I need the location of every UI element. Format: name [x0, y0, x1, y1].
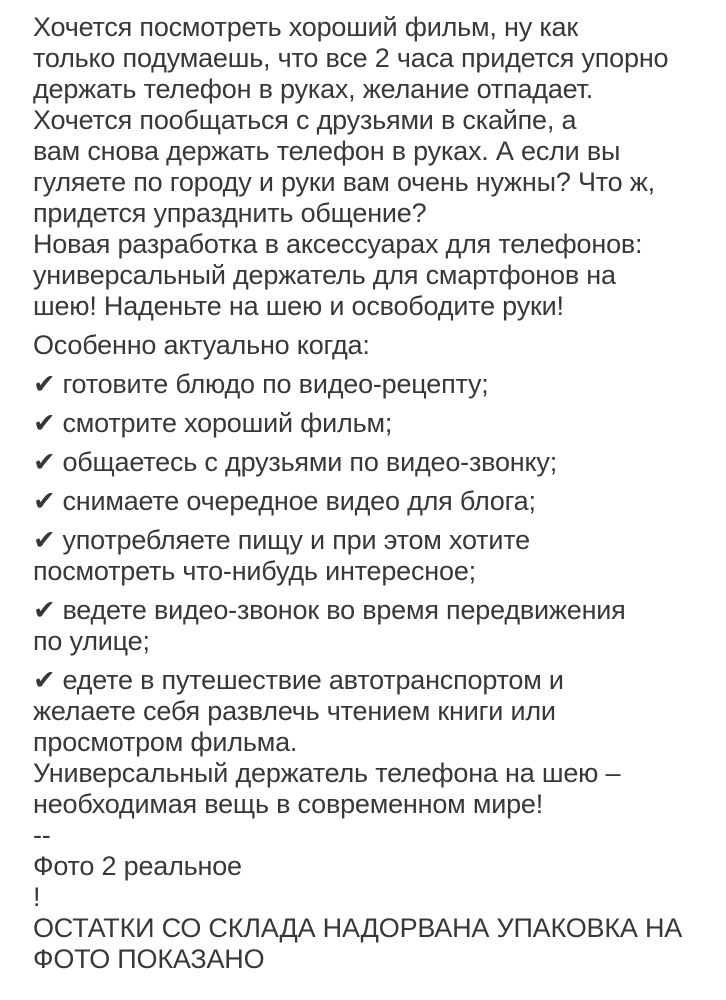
- text-line: гуляете по городу и руки вам очень нужны? Что ж,: [33, 167, 655, 197]
- check-icon: ✔: [33, 595, 56, 625]
- text-line: Фото 2 реальное: [33, 851, 242, 881]
- bullet-item: [33, 665, 706, 696]
- section-heading: Особенно актуально когда:: [33, 330, 370, 360]
- check-icon: ✔: [33, 369, 56, 399]
- check-icon: ✔: [33, 486, 56, 516]
- bullet-item: [33, 447, 706, 478]
- bullet-text: общаетесь с друзьями по видео-звонку;: [62, 447, 558, 477]
- bullet-item: [33, 486, 706, 517]
- bullet-item: [33, 369, 706, 400]
- bullet-item: [33, 595, 706, 626]
- text-line-uppercase: ОСТАТКИ СО СКЛАДА НАДОРВАНА УПАКОВКА НА: [33, 913, 683, 943]
- text-line: Новая разработка в аксессуарах для телефонов:: [33, 229, 643, 259]
- separator-text: --: [33, 820, 51, 850]
- text-line: Хочется пообщаться с друзьями в скайпе, а: [33, 105, 577, 135]
- text-line: только подумаешь, что все 2 часа придется упорно: [33, 43, 669, 73]
- bullet-item-continuation: желаете себя развлечь чтением книги или: [33, 696, 556, 726]
- text-line: держать телефон в руках, желание отпадает.: [33, 74, 594, 104]
- text-line: универсальный держатель для смартфонов на: [33, 260, 616, 290]
- text-line: Универсальный держатель телефона на шею –: [33, 758, 621, 788]
- text-line: Хочется посмотреть хороший фильм, ну как: [33, 12, 578, 42]
- bullet-item: [33, 408, 706, 439]
- text-line-uppercase: ФОТО ПОКАЗАНО: [33, 944, 265, 974]
- check-icon: ✔: [33, 665, 56, 695]
- bullet-text: смотрите хороший фильм;: [62, 408, 393, 438]
- text-line: необходимая вещь в современном мире!: [33, 789, 544, 819]
- bullet-text: снимаете очередное видео для блога;: [62, 486, 536, 516]
- check-icon: ✔: [33, 525, 56, 555]
- check-icon: ✔: [33, 408, 56, 438]
- text-line: вам снова держать телефон в руках. А если вы: [33, 136, 621, 166]
- bullet-item-continuation: просмотром фильма.: [33, 727, 298, 757]
- text-line: !: [33, 882, 41, 912]
- text-line: придется упразднить общение?: [33, 198, 427, 228]
- bullet-text: готовите блюдо по видео-рецепту;: [62, 369, 489, 399]
- bullet-text: едете в путешествие автотранспортом и: [62, 665, 564, 695]
- text-line: шею! Наденьте на шею и освободите руки!: [33, 291, 564, 321]
- bullet-item-continuation: по улице;: [33, 626, 150, 656]
- bullet-item-continuation: посмотреть что-нибудь интересное;: [33, 556, 476, 586]
- bullet-text: ведете видео-звонок во время передвижения: [62, 595, 626, 625]
- bullet-text: употребляете пищу и при этом хотите: [62, 525, 530, 555]
- check-icon: ✔: [33, 447, 56, 477]
- bullet-item: [33, 525, 706, 556]
